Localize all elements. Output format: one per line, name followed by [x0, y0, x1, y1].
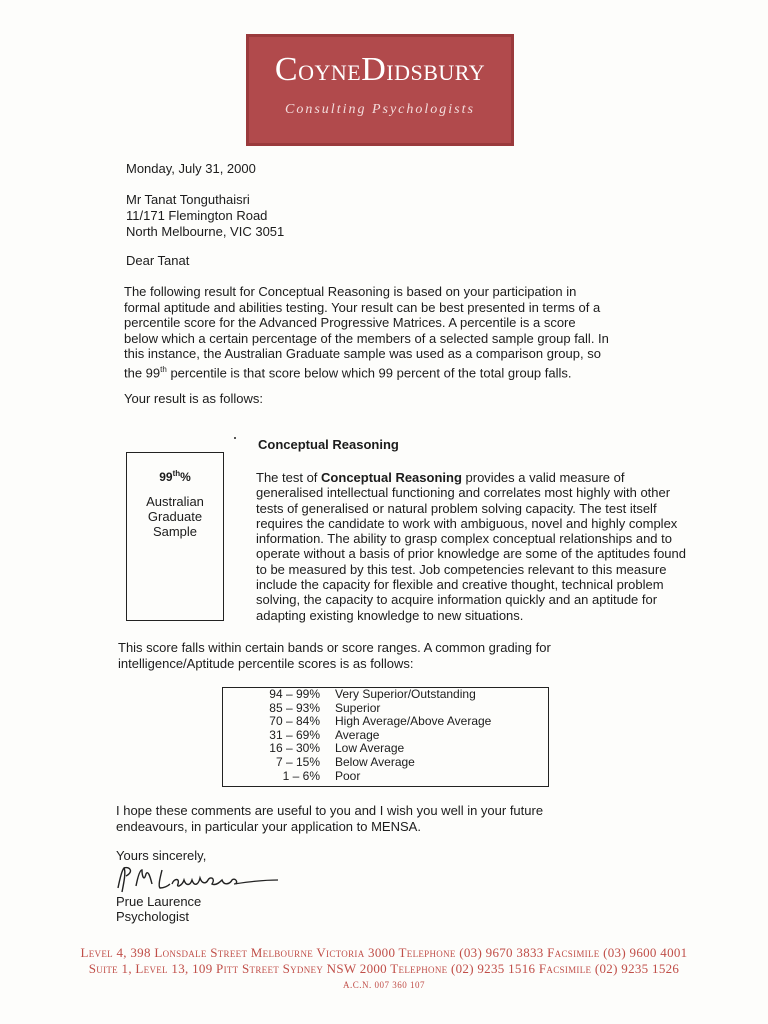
paragraph-line: formal aptitude and abilities testing. Your result can be best presented in terms of a — [124, 299, 601, 315]
paragraph-line: this instance, the Australian Graduate sample was used as a comparison group, so — [124, 346, 601, 361]
paragraph-line: percentile score for the Advanced Progressive Matrices. A percentile is a score — [124, 315, 576, 330]
grading-range: 70 – 84% — [269, 714, 320, 729]
logo-company-name: COYNEDIDSBURY — [274, 51, 486, 88]
footer-acn: A.C.N. 007 360 107 — [342, 980, 425, 990]
signer-title: Psychologist — [116, 909, 189, 924]
paragraph-line: This score falls within certain bands or score ranges. A common grading for — [118, 640, 551, 655]
grading-range: 7 – 15% — [275, 754, 320, 769]
grading-label: Superior — [335, 700, 381, 715]
section-heading: Conceptual Reasoning — [258, 437, 399, 452]
bands-intro — [118, 640, 638, 671]
paragraph-line: adapting existing knowledge to new situations. — [256, 607, 524, 623]
handwritten-signature — [112, 862, 282, 898]
address-line: Mr Tanat Tonguthaisri — [126, 192, 250, 207]
paragraph-line: tests of generalised or natural problem solving capacity. The test itself — [256, 500, 657, 516]
paragraph-line: I hope these comments are useful to you and I wish you well in your future — [116, 803, 544, 818]
grading-row — [223, 756, 548, 770]
percentile-value: 99th% — [159, 469, 191, 484]
paragraph-line: below which a certain percentage of the members of a selected sample group fall. In — [124, 330, 609, 346]
result-intro: Your result is as follows: — [124, 391, 263, 406]
grading-row — [223, 742, 548, 756]
closing-paragraph — [116, 803, 636, 834]
score-box — [126, 452, 224, 621]
paragraph-line: The following result for Conceptual Reasoning is based on your participation in — [124, 284, 577, 299]
grading-range: 16 – 30% — [269, 741, 320, 756]
paragraph-line: The test of Conceptual Reasoning provides a valid measure of — [256, 470, 625, 485]
grading-range: 1 – 6% — [282, 768, 320, 783]
letterhead-footer — [0, 945, 768, 993]
grading-label: Below Average — [335, 754, 415, 769]
grading-row — [223, 688, 548, 702]
paragraph-line: generalised intellectual functioning and correlates most highly with other — [256, 485, 671, 501]
grading-range: 31 – 69% — [269, 727, 320, 742]
logo-subtitle: Consulting Psychologists — [285, 102, 475, 117]
address-line: North Melbourne, VIC 3051 — [126, 224, 285, 239]
grading-row — [223, 729, 548, 743]
letter-date: Monday, July 31, 2000 — [126, 161, 256, 176]
footer-melbourne-address: Level 4, 398 Lonsdale Street Melbourne Victoria 3000 Telephone (03) 9670 3833 Facsimile (03) 9600 4001 — [80, 945, 688, 960]
grading-row — [223, 702, 548, 716]
salutation: Dear Tanat — [126, 253, 190, 268]
paragraph-line: information. The ability to grasp complex conceptual relationships and to — [256, 531, 672, 547]
paragraph-line: to be measured by this test. Job competencies relevant to this measure — [256, 561, 667, 577]
grading-range: 85 – 93% — [269, 700, 320, 715]
grading-range: 94 – 99% — [269, 687, 320, 701]
footer-sydney-address: Suite 1, Level 13, 109 Pitt Street Sydney NSW 2000 Telephone (02) 9235 1516 Facsimile (02) 9235 1526 — [88, 961, 680, 976]
paragraph-line: intelligence/Aptitude percentile scores is as follows: — [118, 655, 414, 671]
grading-label: High Average/Above Average — [335, 714, 492, 729]
company-logo — [246, 34, 514, 146]
paragraph-line: solving, the capacity to acquire information quickly and an aptitude for — [256, 592, 658, 608]
paragraph-line: include the capacity for flexible and creative thought, technical problem — [256, 577, 664, 593]
sample-label: Australian Graduate Sample — [146, 494, 204, 539]
paragraph-line: requires the candidate to work with ambiguous, novel and highly complex — [256, 515, 678, 531]
intro-paragraph — [124, 284, 624, 380]
paragraph-line: the 99th percentile is that score below which 99 percent of the total group falls. — [124, 364, 572, 380]
grading-label: Poor — [335, 768, 361, 783]
signer-name: Prue Laurence — [116, 894, 202, 909]
test-description — [256, 470, 716, 623]
grading-label: Average — [335, 727, 380, 742]
signer-block — [116, 894, 201, 924]
grading-row — [223, 715, 548, 729]
scan-mark — [234, 437, 236, 439]
paragraph-line: endeavours, in particular your application to MENSA. — [116, 818, 421, 834]
grading-row — [223, 770, 548, 784]
recipient-address — [126, 192, 284, 240]
grading-label: Low Average — [335, 741, 405, 756]
sign-off: Yours sincerely, — [116, 848, 207, 863]
grading-table — [222, 687, 549, 787]
address-line: 11/171 Flemington Road — [126, 208, 268, 223]
grading-label: Very Superior/Outstanding — [335, 687, 476, 701]
paragraph-line: operate without a basis of prior knowledge are some of the aptitudes found — [256, 546, 686, 562]
